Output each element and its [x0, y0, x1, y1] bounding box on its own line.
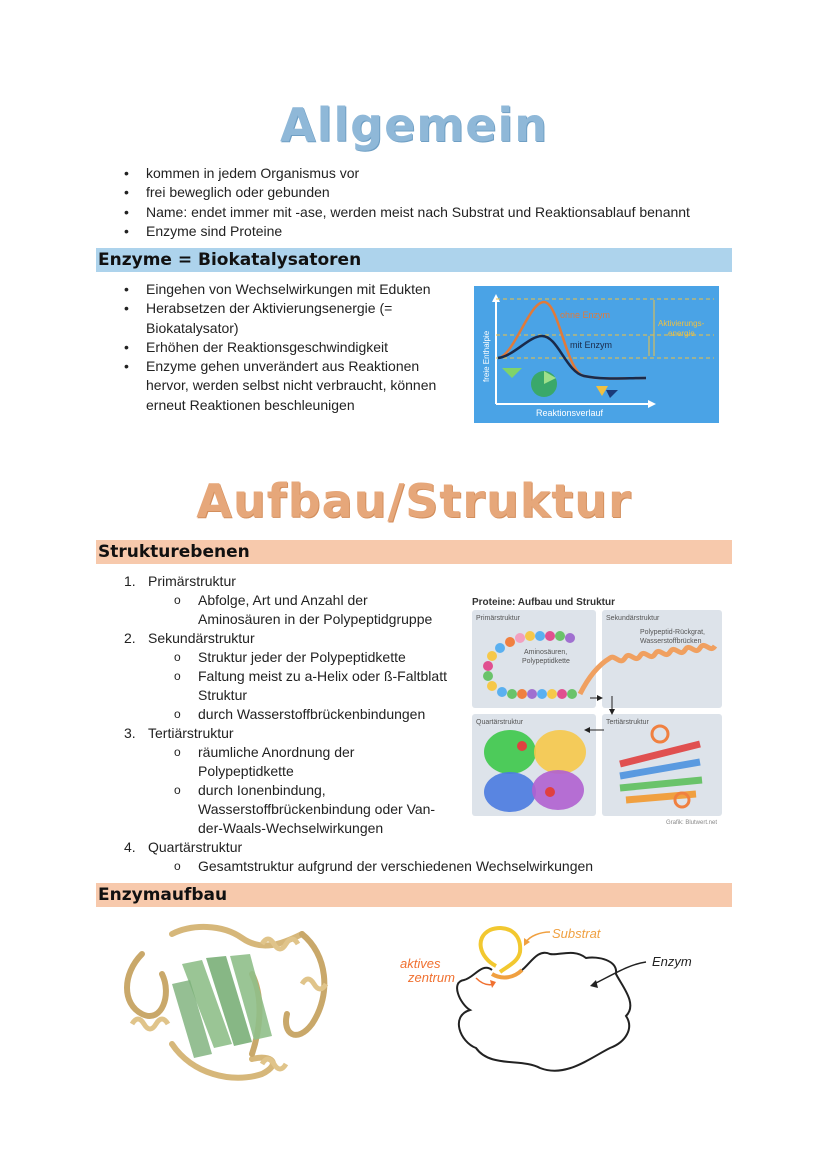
y-axis-label: freie Enthalpie [482, 330, 491, 382]
activation-energy-chart [474, 286, 719, 423]
panel-primaer: Primärstruktur [476, 615, 520, 622]
item-label: Quartärstruktur [148, 839, 243, 855]
panel-sekundaer: Sekundärstruktur [606, 615, 660, 622]
aktives-zentrum-mark [492, 970, 522, 977]
biokat-list [120, 280, 462, 415]
enzyme-ribbon-image [112, 914, 342, 1090]
item-number: 4. [124, 839, 136, 855]
item-number: 1. [124, 573, 136, 589]
label-wasserstoffbruecken: Wasserstoffbrücken [640, 638, 702, 645]
label-aktivierungsenergie-1: Aktivierungs- [658, 319, 705, 328]
list-item: • frei beweglich oder gebunden [120, 183, 760, 202]
label-substrat: Substrat [552, 926, 601, 941]
enzyme-substrate-sketch [390, 918, 720, 1076]
allgemein-list [120, 164, 760, 241]
list-item: • Name: endet immer mit -ase, werden meist nach Substrat und Reaktionsablauf benannt [120, 203, 760, 222]
heading-strukturebenen: Strukturebenen [96, 540, 732, 564]
list-item: • Enzyme sind Proteine [120, 222, 760, 241]
item-label: Sekundärstruktur [148, 630, 255, 646]
x-axis-label: Reaktionsverlauf [536, 408, 604, 418]
label-aminosaeuren: Aminosäuren, [524, 649, 568, 656]
label-aktives: aktives [400, 956, 441, 971]
list-item: • kommen in jedem Organismus vor [120, 164, 760, 183]
sub-item: o räumliche Anordnung der Polypeptidkette [148, 743, 453, 781]
label-mit-enzym: mit Enzym [570, 340, 613, 350]
enzym-shape [457, 953, 630, 1071]
protein-structure-figure [470, 594, 724, 826]
figure-title: Proteine: Aufbau und Struktur [472, 597, 615, 608]
item-number: 3. [124, 725, 136, 741]
label-polypeptidkette: Polypeptidkette [522, 658, 570, 665]
label-ohne-enzym: ohne Enzym [560, 310, 611, 320]
label-enzym: Enzym [652, 954, 692, 969]
list-item: • Enzyme gehen unverändert aus Reaktionen hervor, werden selbst nicht verbraucht, können erneut Reaktionen beschleunigen [120, 357, 462, 415]
heading-enzymaufbau: Enzymaufbau [96, 883, 732, 907]
label-zentrum: zentrum [408, 970, 455, 985]
panel-quartaer: Quartärstruktur [476, 719, 524, 726]
sub-item: o durch Ionenbindung, Wasserstoffbrückenbindung oder Van-der-Waals-Wechselwirkungen [148, 781, 453, 838]
label-aktivierungsenergie-2: energie [668, 329, 695, 338]
item-label: Primärstruktur [148, 573, 236, 589]
substrat-shape [481, 928, 521, 972]
sub-item: o Abfolge, Art und Anzahl der Aminosäuren in der Polypeptidgruppe [148, 591, 448, 629]
item-number: 2. [124, 630, 136, 646]
item-label: Tertiärstruktur [148, 725, 234, 741]
label-rueckgrat: Polypeptid-Rückgrat, [640, 629, 705, 636]
list-item: • Herabsetzen der Aktivierungsenergie (= Biokatalysator) [120, 299, 462, 338]
title-aufbau-struktur: Aufbau/Struktur [196, 474, 632, 528]
heading-biokatalysatoren: Enzyme = Biokatalysatoren [96, 248, 732, 272]
panel-tertiaer: Tertiärstruktur [606, 719, 649, 726]
list-item: • Erhöhen der Reaktionsgeschwindigkeit [120, 338, 462, 357]
sub-item: o Gesamtstruktur aufgrund der verschiedenen Wechselwirkungen [148, 857, 708, 876]
title-allgemein: Allgemein [280, 98, 548, 152]
chart-background [474, 286, 719, 423]
sub-item: o Faltung meist zu a-Helix oder ß-Faltblatt Struktur [148, 667, 458, 705]
sub-item: o durch Wasserstoffbrückenbindungen [148, 705, 458, 724]
list-item: • Eingehen von Wechselwirkungen mit Edukten [120, 280, 462, 299]
list-item [120, 838, 708, 876]
figure-credit: Grafik: Blutwert.net [666, 820, 718, 826]
sub-item: o Struktur jeder der Polypeptidkette [148, 648, 458, 667]
